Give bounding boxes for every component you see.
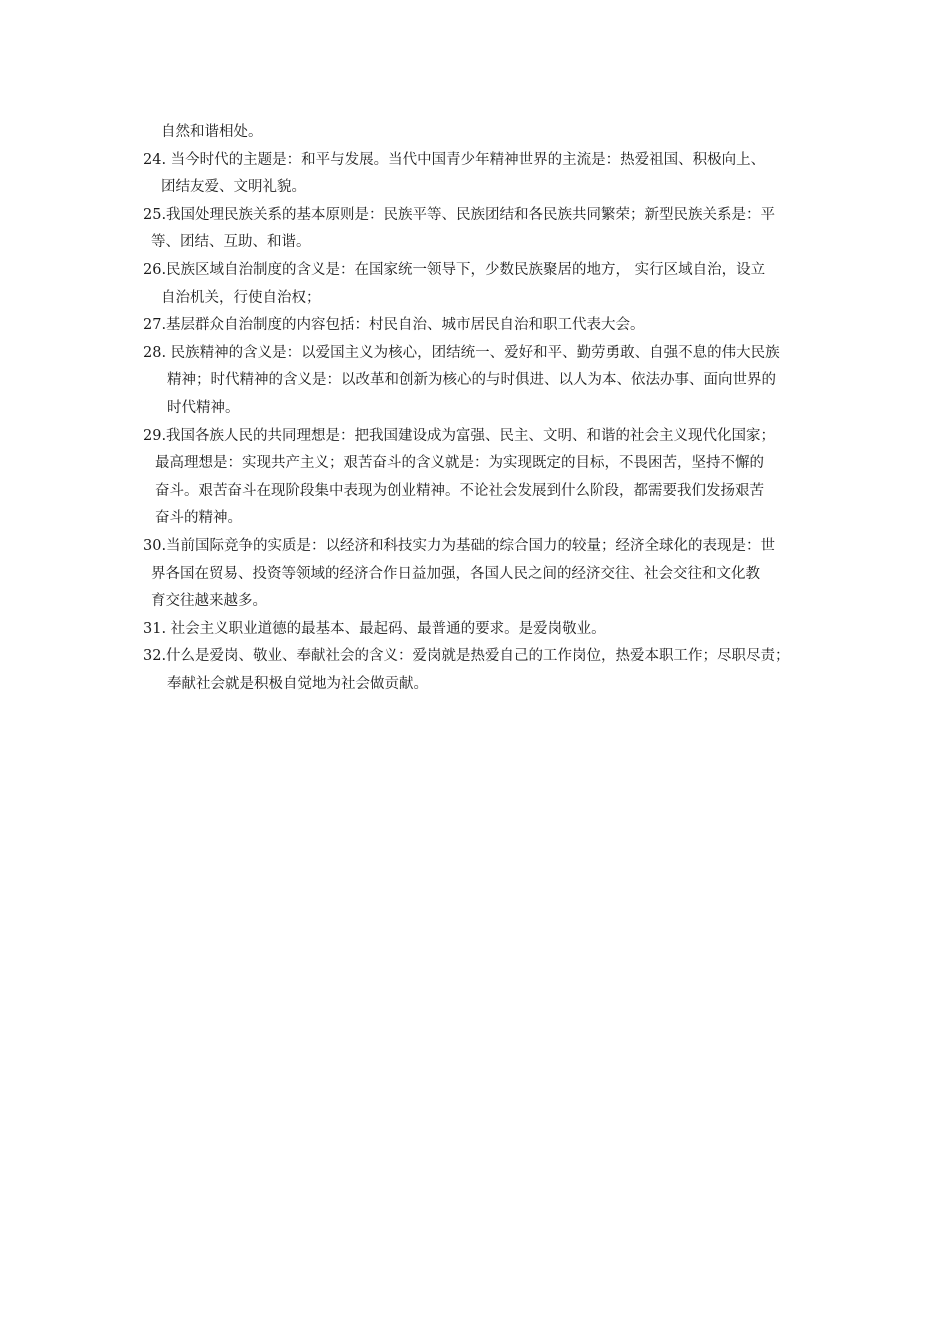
text-line: 最高理想是：实现共产主义；艰苦奋斗的含义就是：为实现既定的目标，不畏困苦，坚持不懈的 (155, 455, 764, 472)
list-item-31: 31. 社会主义职业道德的最基本、最起码、最普通的要求。是爱岗敬业。 (143, 620, 606, 637)
text-line: 自然和谐相处。 (161, 124, 263, 140)
text-line: 等、团结、互助、和谐。 (151, 234, 311, 251)
list-item-32: 32.什么是爱岗、敬业、奉献社会的含义：爱岗就是热爱自己的工作岗位，热爱本职工作；尽职尽责； (143, 648, 790, 665)
text-line: 精神；时代精神的含义是：以改革和创新为核心的与时俱进、以人为本、依法办事、面向世界的 (167, 372, 776, 389)
text-line: 团结友爱、文明礼貌。 (161, 179, 306, 196)
text-line: 奋斗的精神。 (155, 510, 242, 527)
list-item-28: 28. 民族精神的含义是：以爱国主义为核心，团结统一、爱好和平、勤劳勇敢、自强不息的伟大民族 (143, 344, 780, 361)
list-item-24: 24. 当今时代的主题是：和平与发展。当代中国青少年精神世界的主流是：热爱祖国、积极向上、 (143, 151, 766, 168)
text-line: 自治机关，行使自治权； (161, 289, 321, 306)
text-line: 奉献社会就是积极自觉地为社会做贡献。 (167, 675, 428, 692)
text-line: 时代精神。 (167, 399, 240, 416)
list-item-29: 29.我国各族人民的共同理想是：把我国建设成为富强、民主、文明、和谐的社会主义现代化国家； (143, 427, 776, 444)
list-item-27: 27.基层群众自治制度的内容包括：村民自治、城市居民自治和职工代表大会。 (143, 317, 645, 334)
text-line: 育交往越来越多。 (151, 593, 267, 610)
list-item-30: 30.当前国际竞争的实质是：以经济和科技实力为基础的综合国力的较量；经济全球化的表现是：世 (143, 537, 776, 554)
text-line: 奋斗。艰苦奋斗在现阶段集中表现为创业精神。不论社会发展到什么阶段，都需要我们发扬艰苦 (155, 482, 764, 499)
text-line: 界各国在贸易、投资等领域的经济合作日益加强，各国人民之间的经济交往、社会交往和文化教 (151, 565, 760, 582)
list-item-26: 26.民族区域自治制度的含义是：在国家统一领导下，少数民族聚居的地方， 实行区域自治，设立 (143, 261, 766, 278)
list-item-25: 25.我国处理民族关系的基本原则是：民族平等、民族团结和各民族共同繁荣；新型民族关系是：平 (143, 206, 776, 223)
document-body (143, 119, 813, 698)
